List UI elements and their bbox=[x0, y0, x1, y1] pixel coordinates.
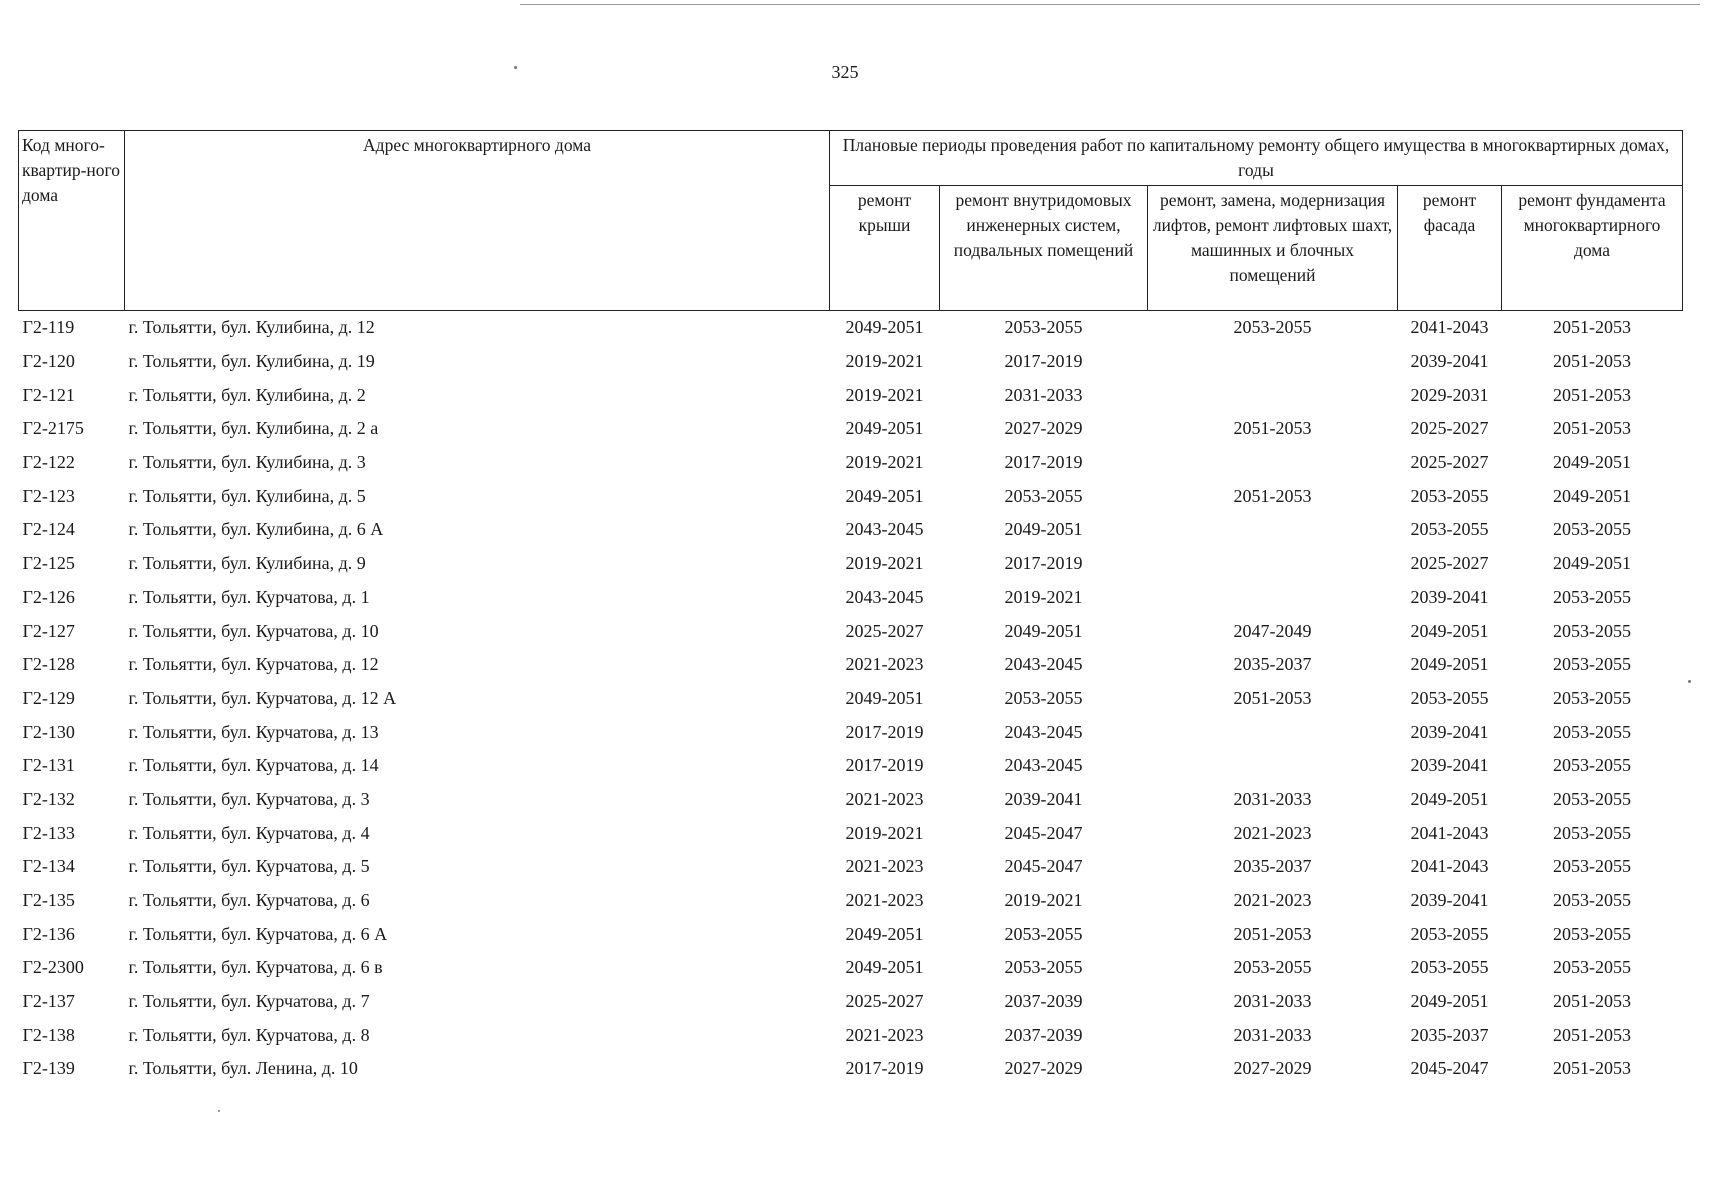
cell-address: г. Тольятти, бул. Кулибина, д. 6 А bbox=[128, 519, 384, 540]
cell-roof: 2021-2023 bbox=[845, 890, 924, 911]
cell-facade: 2039-2041 bbox=[1410, 890, 1489, 911]
cell-address: г. Тольятти, бул. Кулибина, д. 19 bbox=[128, 351, 375, 372]
cell-roof: 2025-2027 bbox=[845, 991, 924, 1012]
cell-facade: 2039-2041 bbox=[1410, 721, 1489, 742]
cell-address: г. Тольятти, бул. Курчатова, д. 8 bbox=[128, 1024, 370, 1045]
cell-address: г. Тольятти, бул. Курчатова, д. 7 bbox=[128, 991, 370, 1012]
cell-code: Г2-121 bbox=[22, 384, 75, 405]
table-row bbox=[19, 749, 1683, 783]
cell-facade: 2041-2043 bbox=[1410, 822, 1489, 843]
cell-address: г. Тольятти, бул. Курчатова, д. 5 bbox=[128, 856, 370, 877]
cell-elevators: 2053-2055 bbox=[1233, 957, 1312, 978]
cell-facade: 2025-2027 bbox=[1410, 452, 1489, 473]
header-periods-group: Плановые периоды проведения работ по капитальному ремонту общего имущества в многоквартирных домах, годы bbox=[830, 131, 1683, 186]
cell-foundation: 2051-2053 bbox=[1553, 384, 1631, 405]
cell-facade: 2029-2031 bbox=[1410, 384, 1489, 405]
table-row bbox=[19, 547, 1683, 581]
cell-foundation: 2053-2055 bbox=[1553, 755, 1631, 776]
cell-code: Г2-127 bbox=[22, 620, 75, 641]
cell-foundation: 2051-2053 bbox=[1553, 317, 1631, 338]
cell-address: г. Тольятти, бул. Курчатова, д. 3 bbox=[128, 788, 370, 809]
cell-roof: 2043-2045 bbox=[845, 519, 924, 540]
cell-code: Г2-132 bbox=[22, 788, 75, 809]
cell-foundation: 2053-2055 bbox=[1553, 957, 1631, 978]
cell-elevators: 2051-2053 bbox=[1233, 418, 1312, 439]
table-row bbox=[19, 985, 1683, 1019]
cell-roof: 2021-2023 bbox=[845, 788, 924, 809]
table-row bbox=[19, 412, 1683, 446]
cell-address: г. Тольятти, бул. Курчатова, д. 13 bbox=[128, 721, 379, 742]
cell-address: г. Тольятти, бул. Курчатова, д. 6 в bbox=[128, 957, 383, 978]
cell-address: г. Тольятти, бул. Кулибина, д. 9 bbox=[128, 553, 366, 574]
cell-elevators: 2021-2023 bbox=[1233, 890, 1312, 911]
cell-elevators: 2051-2053 bbox=[1233, 485, 1312, 506]
cell-foundation: 2053-2055 bbox=[1553, 721, 1631, 742]
cell-engineering: 2017-2019 bbox=[1004, 553, 1083, 574]
cell-address: г. Тольятти, бул. Курчатова, д. 6 А bbox=[128, 923, 388, 944]
cell-code: Г2-126 bbox=[22, 586, 75, 607]
cell-elevators bbox=[1148, 446, 1398, 480]
table-row bbox=[19, 951, 1683, 985]
header-facade: ремонт фасада bbox=[1398, 186, 1502, 311]
cell-code: Г2-2175 bbox=[22, 418, 84, 439]
cell-elevators: 2021-2023 bbox=[1233, 822, 1312, 843]
cell-code: Г2-133 bbox=[22, 822, 75, 843]
cell-roof: 2017-2019 bbox=[845, 721, 924, 742]
cell-foundation: 2053-2055 bbox=[1553, 788, 1631, 809]
cell-engineering: 2019-2021 bbox=[1004, 586, 1083, 607]
cell-facade: 2053-2055 bbox=[1410, 519, 1489, 540]
cell-elevators: 2051-2053 bbox=[1233, 923, 1312, 944]
cell-roof: 2049-2051 bbox=[845, 923, 924, 944]
header-address: Адрес многоквартирного дома bbox=[125, 131, 830, 311]
table-row bbox=[19, 345, 1683, 379]
cell-foundation: 2053-2055 bbox=[1553, 586, 1631, 607]
cell-elevators: 2027-2029 bbox=[1233, 1058, 1312, 1079]
cell-facade: 2053-2055 bbox=[1410, 687, 1489, 708]
cell-facade: 2053-2055 bbox=[1410, 923, 1489, 944]
cell-roof: 2049-2051 bbox=[845, 687, 924, 708]
cell-facade: 2045-2047 bbox=[1410, 1058, 1489, 1079]
cell-foundation: 2051-2053 bbox=[1553, 1058, 1631, 1079]
table-row bbox=[19, 614, 1683, 648]
cell-code: Г2-137 bbox=[22, 991, 75, 1012]
cell-facade: 2049-2051 bbox=[1410, 620, 1489, 641]
scan-speck bbox=[218, 1110, 220, 1112]
cell-engineering: 2049-2051 bbox=[1004, 519, 1083, 540]
cell-code: Г2-130 bbox=[22, 721, 75, 742]
cell-engineering: 2037-2039 bbox=[1004, 1024, 1083, 1045]
cell-foundation: 2051-2053 bbox=[1553, 1024, 1631, 1045]
cell-roof: 2049-2051 bbox=[845, 418, 924, 439]
cell-engineering: 2045-2047 bbox=[1004, 856, 1083, 877]
cell-engineering: 2043-2045 bbox=[1004, 721, 1083, 742]
cell-elevators: 2035-2037 bbox=[1233, 856, 1312, 877]
table-row bbox=[19, 581, 1683, 615]
cell-address: г. Тольятти, бул. Курчатова, д. 10 bbox=[128, 620, 379, 641]
cell-elevators: 2031-2033 bbox=[1233, 1024, 1312, 1045]
cell-elevators bbox=[1148, 345, 1398, 379]
cell-roof: 2049-2051 bbox=[845, 317, 924, 338]
cell-engineering: 2045-2047 bbox=[1004, 822, 1083, 843]
cell-code: Г2-119 bbox=[22, 317, 75, 338]
cell-engineering: 2043-2045 bbox=[1004, 654, 1083, 675]
cell-foundation: 2049-2051 bbox=[1553, 553, 1631, 574]
cell-facade: 2053-2055 bbox=[1410, 957, 1489, 978]
table-row bbox=[19, 884, 1683, 918]
page-number: 325 bbox=[831, 62, 859, 82]
cell-address: г. Тольятти, бул. Кулибина, д. 5 bbox=[128, 485, 366, 506]
header-roof: ремонт крыши bbox=[830, 186, 940, 311]
cell-code: Г2-134 bbox=[22, 856, 75, 877]
cell-engineering: 2043-2045 bbox=[1004, 755, 1083, 776]
cell-elevators: 2047-2049 bbox=[1233, 620, 1312, 641]
cell-foundation: 2053-2055 bbox=[1553, 687, 1631, 708]
cell-elevators bbox=[1148, 547, 1398, 581]
cell-roof: 2021-2023 bbox=[845, 856, 924, 877]
cell-elevators bbox=[1148, 378, 1398, 412]
table-body bbox=[19, 311, 1683, 1086]
cell-address: г. Тольятти, бул. Кулибина, д. 12 bbox=[128, 317, 375, 338]
cell-address: г. Тольятти, бул. Кулибина, д. 2 а bbox=[128, 418, 379, 439]
cell-engineering: 2039-2041 bbox=[1004, 788, 1083, 809]
table-row bbox=[19, 648, 1683, 682]
table-row bbox=[19, 816, 1683, 850]
cell-code: Г2-135 bbox=[22, 890, 75, 911]
cell-engineering: 2049-2051 bbox=[1004, 620, 1083, 641]
cell-foundation: 2051-2053 bbox=[1553, 991, 1631, 1012]
cell-roof: 2021-2023 bbox=[845, 1024, 924, 1045]
header-foundation: ремонт фундамента многоквартирного дома bbox=[1502, 186, 1683, 311]
cell-address: г. Тольятти, бул. Курчатова, д. 12 А bbox=[128, 687, 397, 708]
header-engineering: ремонт внутридомовых инженерных систем, подвальных помещений bbox=[940, 186, 1148, 311]
table-row bbox=[19, 682, 1683, 716]
cell-facade: 2035-2037 bbox=[1410, 1024, 1489, 1045]
cell-foundation: 2053-2055 bbox=[1553, 890, 1631, 911]
cell-foundation: 2051-2053 bbox=[1553, 418, 1631, 439]
cell-code: Г2-131 bbox=[22, 755, 75, 776]
cell-engineering: 2019-2021 bbox=[1004, 890, 1083, 911]
cell-address: г. Тольятти, бул. Курчатова, д. 14 bbox=[128, 755, 379, 776]
cell-engineering: 2053-2055 bbox=[1004, 485, 1083, 506]
table-row bbox=[19, 446, 1683, 480]
cell-address: г. Тольятти, бул. Курчатова, д. 12 bbox=[128, 654, 379, 675]
cell-roof: 2019-2021 bbox=[845, 822, 924, 843]
cell-foundation: 2053-2055 bbox=[1553, 620, 1631, 641]
cell-elevators: 2031-2033 bbox=[1233, 991, 1312, 1012]
cell-facade: 2041-2043 bbox=[1410, 317, 1489, 338]
cell-roof: 2025-2027 bbox=[845, 620, 924, 641]
table-row bbox=[19, 311, 1683, 345]
capital-repair-table bbox=[18, 130, 1683, 1086]
table-row bbox=[19, 917, 1683, 951]
table-row bbox=[19, 513, 1683, 547]
cell-elevators: 2051-2053 bbox=[1233, 687, 1312, 708]
cell-address: г. Тольятти, бул. Ленина, д. 10 bbox=[128, 1058, 358, 1079]
cell-code: Г2-139 bbox=[22, 1058, 75, 1079]
cell-code: Г2-136 bbox=[22, 923, 75, 944]
table-row bbox=[19, 1018, 1683, 1052]
cell-engineering: 2053-2055 bbox=[1004, 923, 1083, 944]
cell-engineering: 2037-2039 bbox=[1004, 991, 1083, 1012]
cell-foundation: 2049-2051 bbox=[1553, 452, 1631, 473]
cell-facade: 2025-2027 bbox=[1410, 418, 1489, 439]
cell-facade: 2049-2051 bbox=[1410, 991, 1489, 1012]
cell-foundation: 2049-2051 bbox=[1553, 485, 1631, 506]
cell-address: г. Тольятти, бул. Курчатова, д. 6 bbox=[128, 890, 370, 911]
cell-elevators bbox=[1148, 715, 1398, 749]
cell-elevators: 2053-2055 bbox=[1233, 317, 1312, 338]
cell-roof: 2019-2021 bbox=[845, 452, 924, 473]
header-elevators: ремонт, замена, модернизация лифтов, ремонт лифтовых шахт, машинных и блочных помещений bbox=[1148, 186, 1398, 311]
cell-code: Г2-138 bbox=[22, 1024, 75, 1045]
cell-address: г. Тольятти, бул. Кулибина, д. 2 bbox=[128, 384, 366, 405]
cell-code: Г2-128 bbox=[22, 654, 75, 675]
table-row bbox=[19, 715, 1683, 749]
cell-code: Г2-129 bbox=[22, 687, 75, 708]
cell-code: Г2-124 bbox=[22, 519, 75, 540]
table-row bbox=[19, 378, 1683, 412]
cell-address: г. Тольятти, бул. Курчатова, д. 1 bbox=[128, 586, 370, 607]
cell-facade: 2053-2055 bbox=[1410, 485, 1489, 506]
cell-engineering: 2027-2029 bbox=[1004, 1058, 1083, 1079]
cell-code: Г2-123 bbox=[22, 485, 75, 506]
table-row bbox=[19, 850, 1683, 884]
cell-address: г. Тольятти, бул. Курчатова, д. 4 bbox=[128, 822, 370, 843]
cell-engineering: 2027-2029 bbox=[1004, 418, 1083, 439]
cell-roof: 2017-2019 bbox=[845, 755, 924, 776]
cell-foundation: 2053-2055 bbox=[1553, 654, 1631, 675]
cell-roof: 2049-2051 bbox=[845, 485, 924, 506]
cell-facade: 2039-2041 bbox=[1410, 351, 1489, 372]
cell-foundation: 2051-2053 bbox=[1553, 351, 1631, 372]
cell-code: Г2-125 bbox=[22, 553, 75, 574]
cell-engineering: 2053-2055 bbox=[1004, 687, 1083, 708]
cell-engineering: 2053-2055 bbox=[1004, 957, 1083, 978]
cell-foundation: 2053-2055 bbox=[1553, 519, 1631, 540]
header-code: Код много-квартир-ного дома bbox=[19, 131, 125, 311]
cell-roof: 2049-2051 bbox=[845, 957, 924, 978]
table-header bbox=[19, 131, 1683, 311]
cell-code: Г2-120 bbox=[22, 351, 75, 372]
cell-facade: 2041-2043 bbox=[1410, 856, 1489, 877]
cell-foundation: 2053-2055 bbox=[1553, 923, 1631, 944]
cell-roof: 2019-2021 bbox=[845, 384, 924, 405]
cell-elevators: 2035-2037 bbox=[1233, 654, 1312, 675]
cell-roof: 2019-2021 bbox=[845, 351, 924, 372]
cell-roof: 2043-2045 bbox=[845, 586, 924, 607]
cell-elevators bbox=[1148, 581, 1398, 615]
table-row bbox=[19, 1052, 1683, 1086]
table-row bbox=[19, 783, 1683, 817]
cell-engineering: 2017-2019 bbox=[1004, 452, 1083, 473]
cell-elevators bbox=[1148, 749, 1398, 783]
cell-foundation: 2053-2055 bbox=[1553, 822, 1631, 843]
cell-elevators bbox=[1148, 513, 1398, 547]
cell-engineering: 2017-2019 bbox=[1004, 351, 1083, 372]
cell-code: Г2-122 bbox=[22, 452, 75, 473]
cell-elevators: 2031-2033 bbox=[1233, 788, 1312, 809]
cell-facade: 2049-2051 bbox=[1410, 788, 1489, 809]
scan-speck bbox=[514, 66, 517, 69]
cell-roof: 2017-2019 bbox=[845, 1058, 924, 1079]
table-row bbox=[19, 479, 1683, 513]
cell-address: г. Тольятти, бул. Кулибина, д. 3 bbox=[128, 452, 366, 473]
cell-engineering: 2031-2033 bbox=[1004, 384, 1083, 405]
scan-border-line bbox=[520, 4, 1700, 5]
cell-foundation: 2053-2055 bbox=[1553, 856, 1631, 877]
cell-facade: 2025-2027 bbox=[1410, 553, 1489, 574]
cell-code: Г2-2300 bbox=[22, 957, 84, 978]
cell-engineering: 2053-2055 bbox=[1004, 317, 1083, 338]
cell-facade: 2039-2041 bbox=[1410, 755, 1489, 776]
cell-facade: 2049-2051 bbox=[1410, 654, 1489, 675]
scan-speck bbox=[1688, 680, 1691, 683]
cell-roof: 2019-2021 bbox=[845, 553, 924, 574]
cell-facade: 2039-2041 bbox=[1410, 586, 1489, 607]
cell-roof: 2021-2023 bbox=[845, 654, 924, 675]
